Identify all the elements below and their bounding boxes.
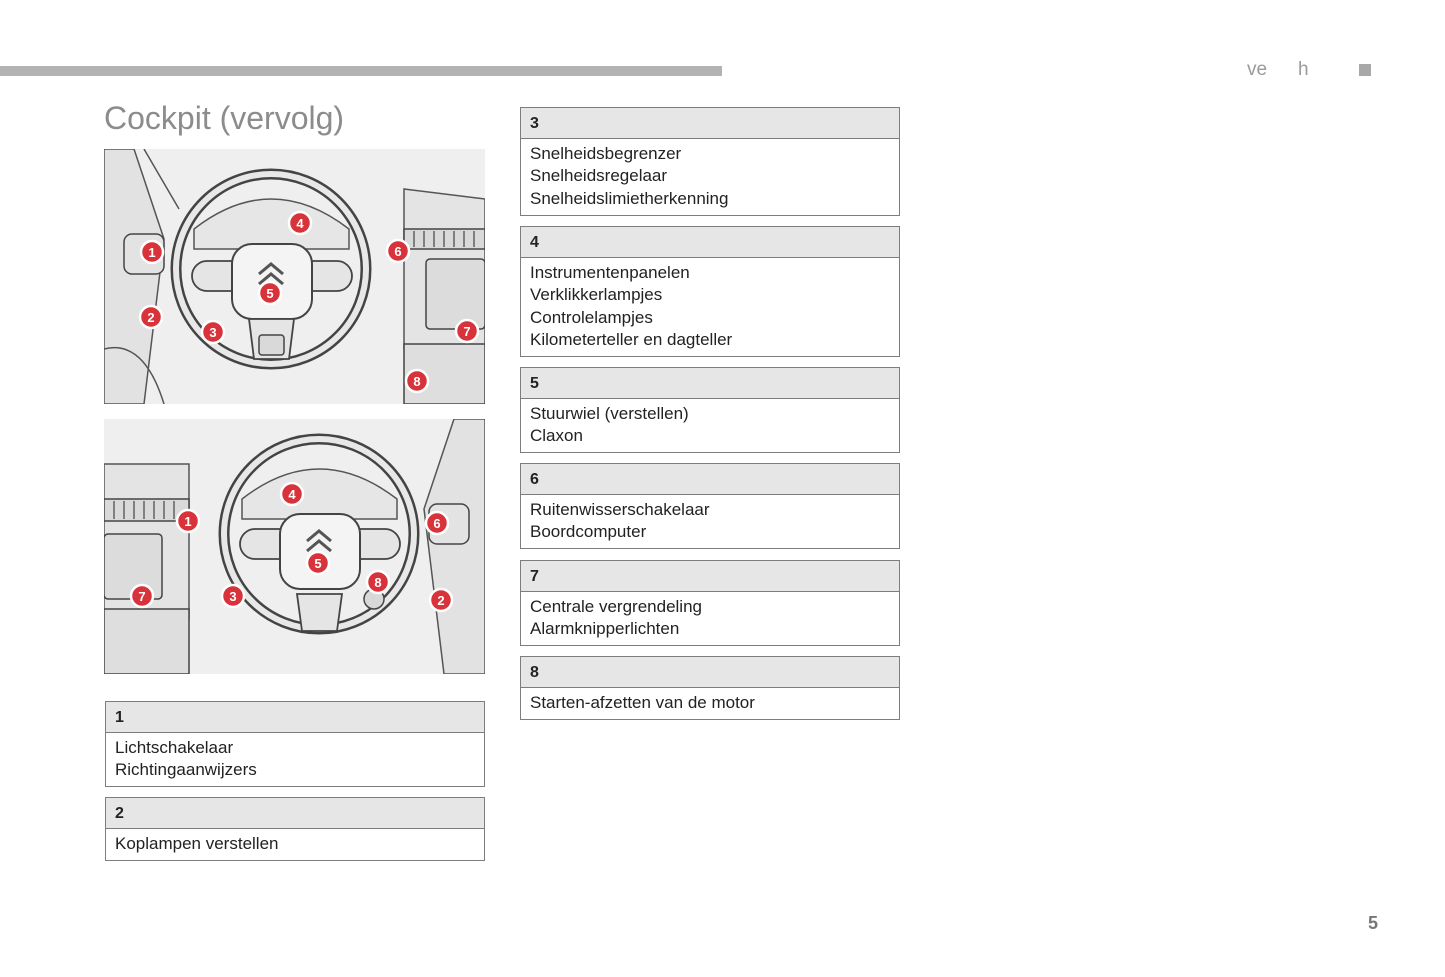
section-item: Starten-afzetten van de motor [530,693,755,712]
section-number: 3 [521,108,899,139]
section-item: Alarmknipperlichten [530,619,680,639]
marker-8: 8 [413,374,421,389]
marker-1: 1 [148,245,156,260]
marker-4: 4 [296,216,304,231]
marker-8: 8 [374,575,382,590]
marker-5: 5 [266,286,274,301]
section-item: Snelheidsbegrenzer [530,144,682,163]
header-square-icon [1359,64,1371,76]
section-3 [520,107,900,216]
section-8 [520,656,900,720]
section-7 [520,560,900,646]
marker-3: 3 [229,589,237,604]
section-2 [105,797,485,861]
header-word-left: ve [1247,59,1268,80]
marker-4: 4 [288,487,296,502]
section-number: 7 [521,561,899,592]
marker-5: 5 [314,556,322,571]
section-item: Controlelampjes [530,307,653,327]
cockpit-illustration-lhd [104,149,485,404]
section-number: 1 [106,702,484,733]
page-title: Cockpit (vervolg) [104,100,345,136]
section-item: Snelheidsregelaar [530,166,668,186]
section-item: Centrale vergrendeling [530,597,702,616]
section-item: Boordcomputer [530,522,647,542]
section-item: Stuurwiel (verstellen) [530,404,689,423]
section-number: 8 [521,657,899,688]
marker-7: 7 [138,589,146,604]
section-number: 6 [521,464,899,495]
section-item: Lichtschakelaar [115,738,234,757]
section-item: Ruitenwisserschakelaar [530,500,710,519]
section-1 [105,701,485,787]
marker-3: 3 [209,325,217,340]
header-rule [0,66,722,76]
marker-2: 2 [437,593,445,608]
section-item: Kilometerteller en dagteller [530,329,733,349]
section-6 [520,463,900,549]
section-item: Verklikkerlampjes [530,285,663,305]
marker-7: 7 [463,324,471,339]
cockpit-illustration-rhd [104,419,485,674]
section-item: Claxon [530,426,583,446]
marker-1: 1 [184,514,192,529]
section-number: 5 [521,368,899,399]
section-item: Snelheidslimietherkenning [530,188,729,208]
section-4 [520,226,900,357]
section-item: Koplampen verstellen [115,834,279,853]
section-5 [520,367,900,453]
page-number: 5 [1368,913,1379,933]
section-number: 2 [106,798,484,829]
marker-2: 2 [147,310,155,325]
marker-6: 6 [433,516,441,531]
marker-6: 6 [394,244,402,259]
header-word-right: h [1298,59,1309,80]
section-number: 4 [521,227,899,258]
section-item: Richtingaanwijzers [115,760,257,780]
section-item: Instrumentenpanelen [530,263,690,282]
